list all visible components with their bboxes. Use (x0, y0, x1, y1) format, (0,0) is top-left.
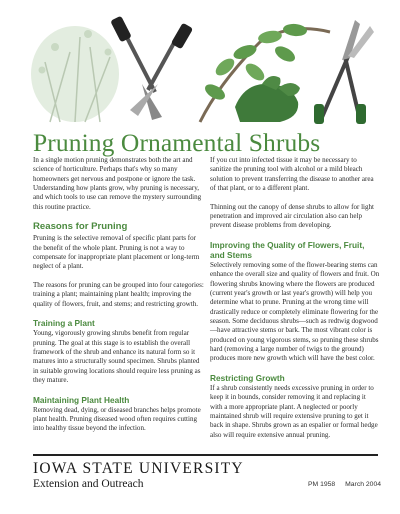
reasons-heading: Reasons for Pruning (33, 221, 128, 233)
page-title: Pruning Ornamental Shrubs (33, 128, 321, 157)
university-logo (33, 460, 253, 491)
header-illustration (30, 12, 376, 124)
shrub-icon (31, 26, 119, 122)
thinning-paragraph: Thinning out the canopy of dense shrubs to allow for light penetration and improved air circulation also can help prevent disease problems from developing. (210, 202, 375, 230)
university-name: IOWA STATE UNIVERSITY (33, 460, 244, 477)
right-column (210, 156, 380, 449)
reasons-paragraph-1: Pruning is the selective removal of specific plant parts for the benefit of the whole plant. Pruning is not a way to compensate for inappropriate plant placement or long-term neglect of a plant. (33, 234, 200, 271)
publication-info (308, 481, 389, 488)
publication-number: PM 1958 (308, 481, 336, 488)
restricting-paragraph: If a shrub consistently needs excessive pruning in order to keep it in bounds, consider removing it and replacing it with a more appropriate plant. A neglected or poorly maintained shrub will require extensive pruning to get it back in shape. Shrubs grown as an espalier or formal hedge also will require extensive annual pruning. (210, 384, 378, 439)
quality-paragraph: Selectively removing some of the flower-bearing stems can enhance the overall size and quality of flowers and fruit. On flowering shrubs knowing where the flowers are produced (current year's growth or last year's growth) will help you determine what to prune. Pruning at the wrong time will drastically reduce or completely eliminate flowering for the season. Some deciduous shrubs—such as redtwig dogwood—have attractive stems or bark. The most vibrant color is produced on young vigorous stems, so pruning these shrubs hard (removing a large number of twigs to the ground) produces more new growth which will have the best color. (210, 261, 380, 363)
health-heading: Maintaining Plant Health (33, 394, 130, 405)
restricting-heading: Restricting Growth (210, 373, 285, 384)
quality-heading: Improving the Quality of Flowers, Fruit, and Stems (210, 240, 365, 260)
reasons-paragraph-2: The reasons for pruning can be grouped into four categories: training a plant; maintaining plant health; improving the quality of flowers, fruit, and stems; and restricting growth. (33, 281, 204, 308)
extension-name: Extension and Outreach (33, 478, 144, 490)
training-paragraph: Young, vigorously growing shrubs benefit from regular pruning. The goal at this stage is to establish the overall framework of the shrub and enhance its natural form so it matures into a structurally sound specimen. Shrubs planted in suitable growing locations should require less pruning as they mature. (33, 329, 201, 385)
left-column (33, 156, 204, 443)
sanitize-paragraph: If you cut into infected tissue it may be necessary to sanitize the pruning tool with alcohol or a mild bleach solution to prevent transferring the disease to another area of that plant, or to a different plant. (210, 156, 374, 193)
publication-date: March 2004 (345, 481, 382, 488)
training-heading: Training a Plant (33, 318, 95, 329)
health-paragraph: Removing dead, dying, or diseased branches helps promote plant health. Pruning diseased wood often requires cutting into healthy tissue beyond the infection. (33, 405, 201, 433)
pruning-illustration (30, 12, 376, 124)
intro-paragraph: In a single motion pruning demonstrates both the art and science of horticulture. Perhaps that's why so many homeowners get nervous and postpone or ignore the task. Understanding how plants grow, why pruning is necessary, and which tools to use can remove the mystery surrounding this routine practice. (33, 156, 202, 211)
footer-divider (33, 454, 378, 456)
